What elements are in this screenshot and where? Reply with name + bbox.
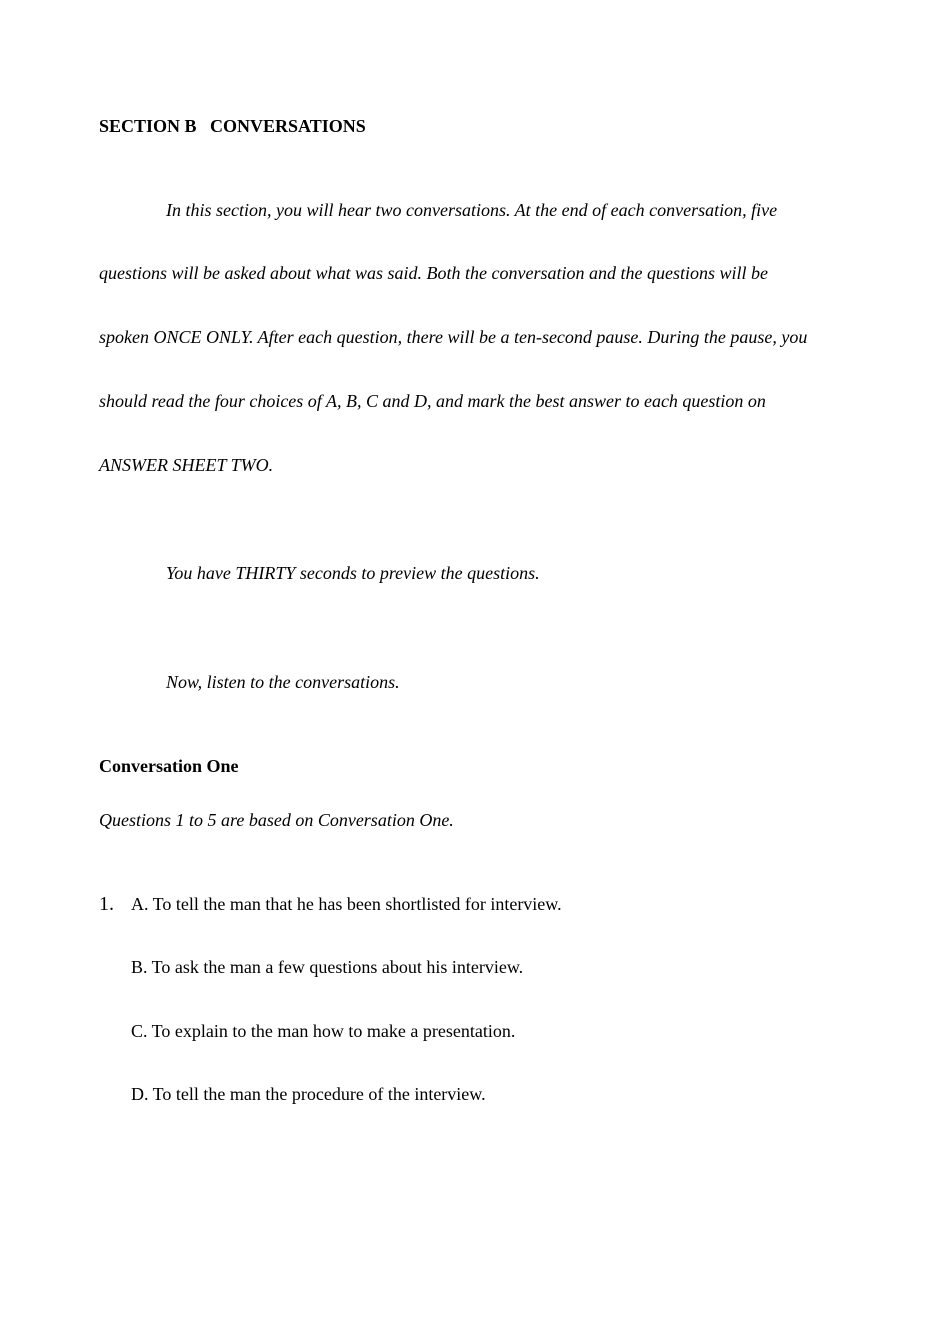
section-title: SECTION B CONVERSATIONS (99, 116, 366, 136)
conversation-intro: Questions 1 to 5 are based on Conversation One. (99, 810, 454, 830)
preview-note: You have THIRTY seconds to preview the questions. (166, 563, 540, 583)
conversation-title: Conversation One (99, 756, 239, 776)
option-b: B. To ask the man a few questions about his interview. (131, 957, 524, 977)
listen-note: Now, listen to the conversations. (166, 672, 400, 692)
option-a: A. To tell the man that he has been shortlisted for interview. (131, 894, 562, 914)
question-number: 1. (99, 893, 114, 915)
instruction-line: In this section, you will hear two conversations. At the end of each conversation, five (166, 200, 778, 220)
option-c: C. To explain to the man how to make a presentation. (131, 1021, 516, 1041)
instruction-line: questions will be asked about what was said. Both the conversation and the questions will be (99, 263, 768, 283)
option-d: D. To tell the man the procedure of the interview. (131, 1084, 486, 1104)
instruction-line: spoken ONCE ONLY. After each question, there will be a ten-second pause. During the pause, you (99, 327, 808, 347)
instruction-line: ANSWER SHEET TWO. (99, 455, 274, 475)
instruction-line: should read the four choices of A, B, C and D, and mark the best answer to each question on (99, 391, 766, 411)
